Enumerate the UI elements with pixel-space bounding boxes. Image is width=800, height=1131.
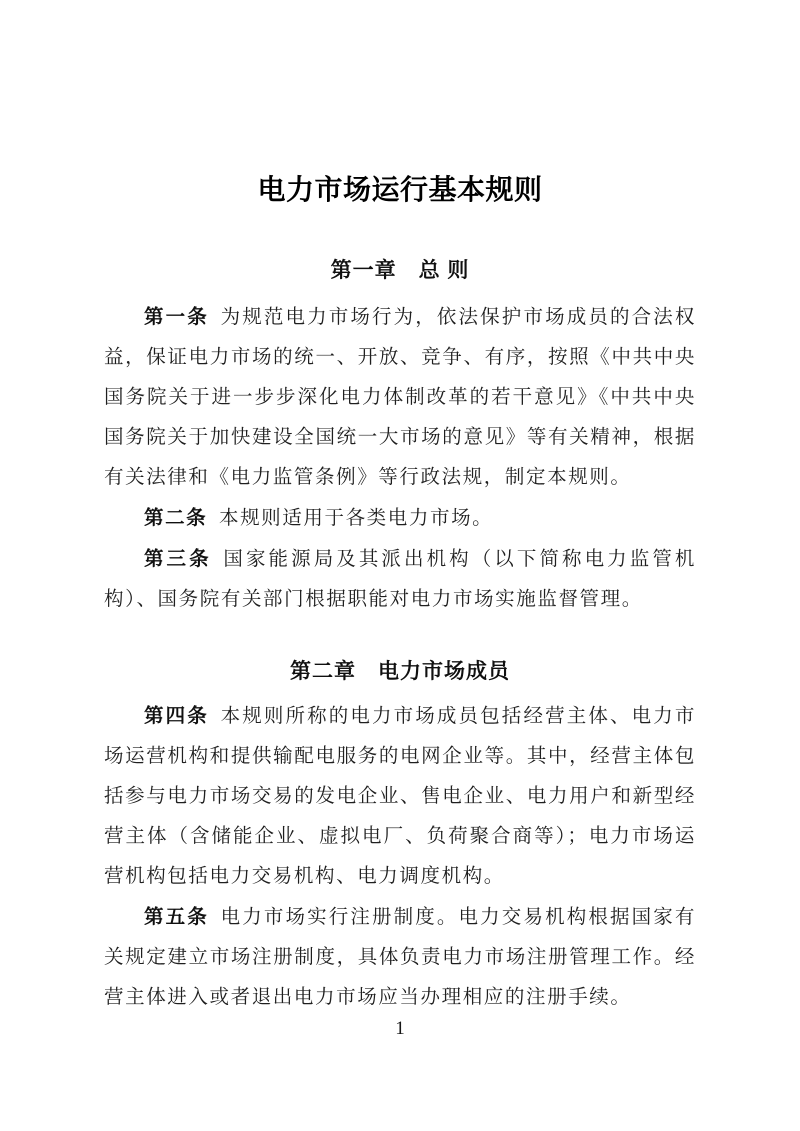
document-title: 电力市场运行基本规则 bbox=[257, 175, 543, 206]
article-4-text: 本规则所称的电力市场成员包括经营主体、电力市场运营机构和提供输配电服务的电网企业等。其中，经营主体包括参与电力市场交易的发电企业、售电企业、电力用户和新型经营主体（含储能企业、虚拟电厂、负荷聚合商等）；电力市场运营机构包括电力交易机构、电力调度机构。 bbox=[104, 705, 696, 887]
article-1 bbox=[104, 297, 696, 498]
article-2-label: 第二条 bbox=[143, 506, 208, 529]
article-5-label: 第五条 bbox=[143, 905, 209, 928]
chapter-2 bbox=[104, 660, 696, 1018]
article-3-label: 第三条 bbox=[143, 547, 212, 570]
article-2-text: 本规则适用于各类电力市场。 bbox=[218, 507, 494, 529]
chapter-1 bbox=[104, 259, 696, 620]
article-3 bbox=[104, 539, 696, 620]
article-5 bbox=[104, 897, 696, 1018]
chapter-2-heading: 第二章 电力市场成员 bbox=[290, 659, 510, 683]
chapter-1-heading: 第一章 总 则 bbox=[330, 258, 470, 282]
article-4-label: 第四条 bbox=[143, 704, 209, 727]
article-4 bbox=[104, 696, 696, 897]
page-number: 1 bbox=[395, 1018, 405, 1039]
article-1-label: 第一条 bbox=[143, 305, 209, 328]
article-3-text: 国家能源局及其派出机构（以下简称电力监管机构）、国务院有关部门根据职能对电力市场实施监督管理。 bbox=[104, 548, 696, 610]
article-1-text: 为规范电力市场行为，依法保护市场成员的合法权益，保证电力市场的统一、开放、竞争、有序，按照《中共中央 国务院关于进一步步深化电力体制改革的若干意见》《中共中央 国务院关于加快建设全国统一大市场的意见》等有关精神，根据有关法律和《电力监管条例》等行政法规，制定本规则。 bbox=[104, 306, 696, 488]
article-5-text: 电力市场实行注册制度。电力交易机构根据国家有关规定建立市场注册制度，具体负责电力市场注册管理工作。经营主体进入或者退出电力市场应当办理相应的注册手续。 bbox=[104, 906, 696, 1008]
article-2 bbox=[104, 498, 696, 539]
